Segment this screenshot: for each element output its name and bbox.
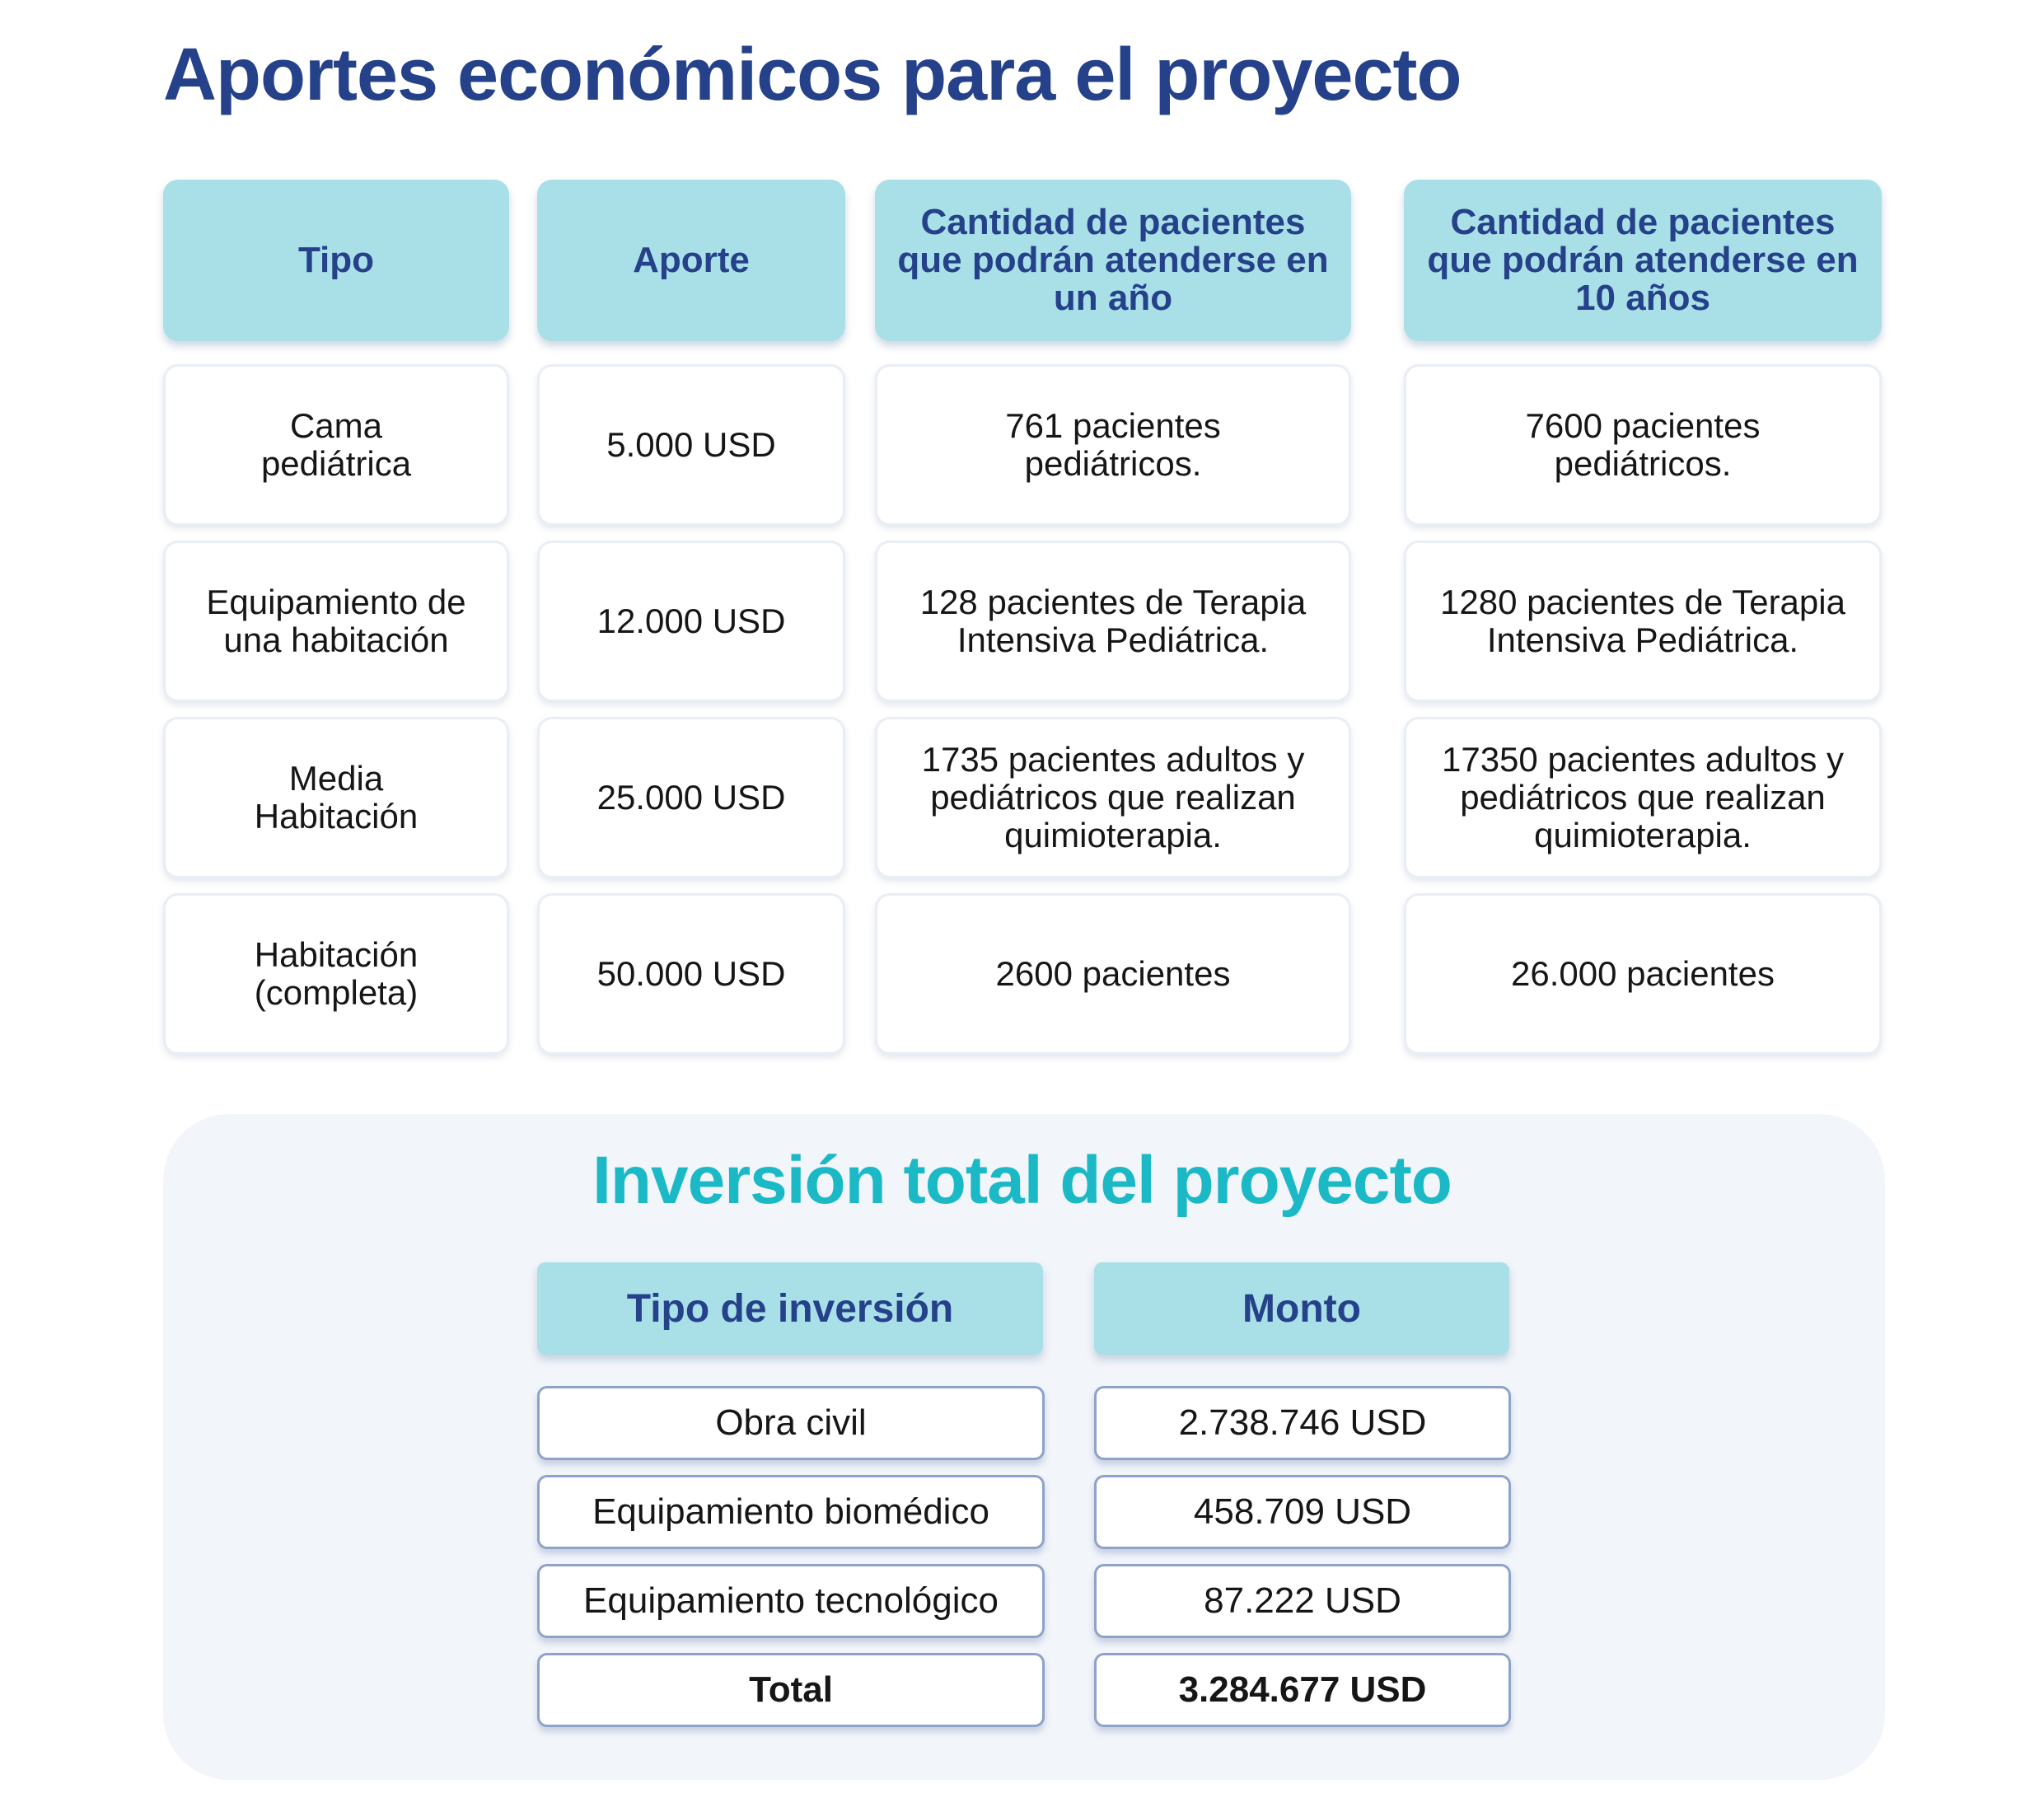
investment-title: Inversión total del proyecto <box>592 1143 1452 1218</box>
table-cell-patients-ten-years: 7600 pacientes pediátricos. <box>1404 364 1882 526</box>
table-cell-patients-ten-years: 26.000 pacientes <box>1404 893 1882 1055</box>
investment-amount-cell: 87.222 USD <box>1094 1564 1511 1638</box>
table-cell-aporte: 12.000 USD <box>537 541 845 702</box>
table-header-patients-ten-years: Cantidad de pacientes que podrán atenderse en 10 años <box>1404 180 1882 341</box>
table-header-tipo: Tipo <box>163 180 509 341</box>
table-cell-patients-one-year: 128 pacientes de Terapia Intensiva Pediátrica. <box>875 541 1351 702</box>
investment-type-cell: Equipamiento biomédico <box>537 1475 1045 1549</box>
table-cell-tipo: Media Habitación <box>163 717 509 878</box>
investment-header-amount: Monto <box>1094 1262 1509 1355</box>
table-cell-tipo: Cama pediátrica <box>163 364 509 526</box>
table-cell-aporte: 25.000 USD <box>537 717 845 878</box>
table-cell-tipo: Habitación (completa) <box>163 893 509 1055</box>
table-cell-aporte: 50.000 USD <box>537 893 845 1055</box>
investment-header-type: Tipo de inversión <box>537 1262 1043 1355</box>
table-header-patients-one-year: Cantidad de pacientes que podrán atenderse en un año <box>875 180 1351 341</box>
table-cell-patients-one-year: 2600 pacientes <box>875 893 1351 1055</box>
investment-amount-cell: 458.709 USD <box>1094 1475 1511 1549</box>
page-title: Aportes económicos para el proyecto <box>163 34 1462 116</box>
table-cell-patients-ten-years: 17350 pacientes adultos y pediátricos que realizan quimioterapia. <box>1404 717 1882 878</box>
investment-type-cell: Obra civil <box>537 1386 1045 1460</box>
table-header-aporte: Aporte <box>537 180 845 341</box>
table-cell-patients-ten-years: 1280 pacientes de Terapia Intensiva Pediátrica. <box>1404 541 1882 702</box>
table-cell-tipo: Equipamiento de una habitación <box>163 541 509 702</box>
table-cell-patients-one-year: 1735 pacientes adultos y pediátricos que realizan quimioterapia. <box>875 717 1351 878</box>
table-cell-aporte: 5.000 USD <box>537 364 845 526</box>
investment-total-label: Total <box>537 1653 1045 1727</box>
investment-amount-cell: 2.738.746 USD <box>1094 1386 1511 1460</box>
table-cell-patients-one-year: 761 pacientes pediátricos. <box>875 364 1351 526</box>
investment-total-amount: 3.284.677 USD <box>1094 1653 1511 1727</box>
investment-type-cell: Equipamiento tecnológico <box>537 1564 1045 1638</box>
